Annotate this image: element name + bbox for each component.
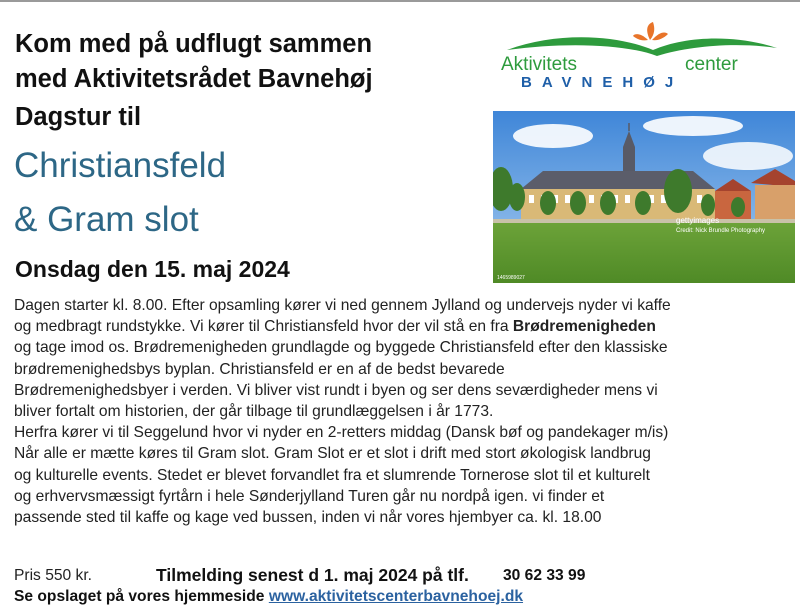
logo-word-bavnehoj: BAVNEHØJ [521, 74, 684, 90]
website-row [14, 588, 523, 606]
highlight-brodremenigheden: Brødremenigheden [512, 318, 656, 336]
photo-id: 1465989027 [497, 275, 525, 281]
destination-title-1: Christiansfeld [14, 146, 227, 185]
photo-credit: Credit: Nick Brundle Photography [676, 228, 766, 234]
description-line: Herfra kører vi til Seggelund hvor vi nyder en 2-retters middag (Dansk bøf og pandekager m/is) [14, 424, 669, 442]
logo-word-aktivitets: Aktivitets [501, 54, 578, 75]
description-line: Dagen starter kl. 8.00. Efter opsamling kører vi ned gennem Jylland og undervejs nyder vi kaffe [14, 297, 671, 314]
event-date: Onsdag den 15. maj 2024 [15, 256, 290, 282]
aktivitetscenter-logo [495, 20, 785, 90]
destination-title-2: & Gram slot [14, 200, 199, 239]
website-link[interactable]: www.aktivitetscenterbavnehoej.dk [268, 588, 524, 605]
photo-watermark: gettyimages [676, 216, 720, 225]
top-border [0, 0, 800, 2]
website-label: Se opslaget på vores hjemmeside [14, 588, 265, 605]
description-line: og erhvervsmæssigt fyrtårn i hele Sønderjylland Turen går nu nordpå igen. vi finder et [14, 487, 605, 505]
price-signup-row [14, 565, 794, 587]
christiansfeld-photo [493, 111, 795, 283]
description-line: passende sted til kaffe og kage ved bussen, inden vi når vores hjembyer ca. kl. 18.00 [14, 508, 602, 526]
description-line: og medbragt rundstykke. Vi kører til Christiansfeld hvor der vil stå en fra Brødremenigheden [14, 318, 656, 336]
logo-sprout-icon [647, 22, 654, 40]
photo-illustration [493, 111, 795, 283]
logo-word-center: center [685, 54, 738, 75]
phone-number[interactable]: 30 62 33 99 [503, 567, 586, 584]
description-line: og tage imod os. Brødremenigheden grundlagde og byggede Christiansfeld efter den klassiske [14, 339, 668, 357]
description-line: brødremenighedsbys byplan. Christiansfeld er en af de bedst bevarede [14, 360, 505, 378]
description-line: bliver fortalt om historien, der går tilbage til grundlæggelsen i år 1773. [14, 402, 494, 420]
heading-line-2: med Aktivitetsrådet Bavnehøj [15, 65, 373, 93]
description-line: og kulturelle events. Stedet er blevet forvandlet fra et slumrende Tornerose slot til et kulturelt [14, 466, 650, 484]
description-text [14, 295, 794, 528]
signup-deadline: Tilmelding senest d 1. maj 2024 på tlf. [156, 565, 469, 585]
description-line: Når alle er mætte køres til Gram slot. Gram Slot er et slot i drift med stort økologisk landbrug [14, 445, 651, 463]
heading-line-3: Dagstur til [15, 103, 142, 131]
price: Pris 550 kr. [14, 567, 92, 584]
description-line: Brødremenighedsbyer i verden. Vi bliver vist rundt i byen og ser dens seværdigheder mens vi [14, 381, 658, 399]
heading-line-1: Kom med på udflugt sammen [15, 30, 373, 58]
logo-graphic [495, 20, 785, 90]
